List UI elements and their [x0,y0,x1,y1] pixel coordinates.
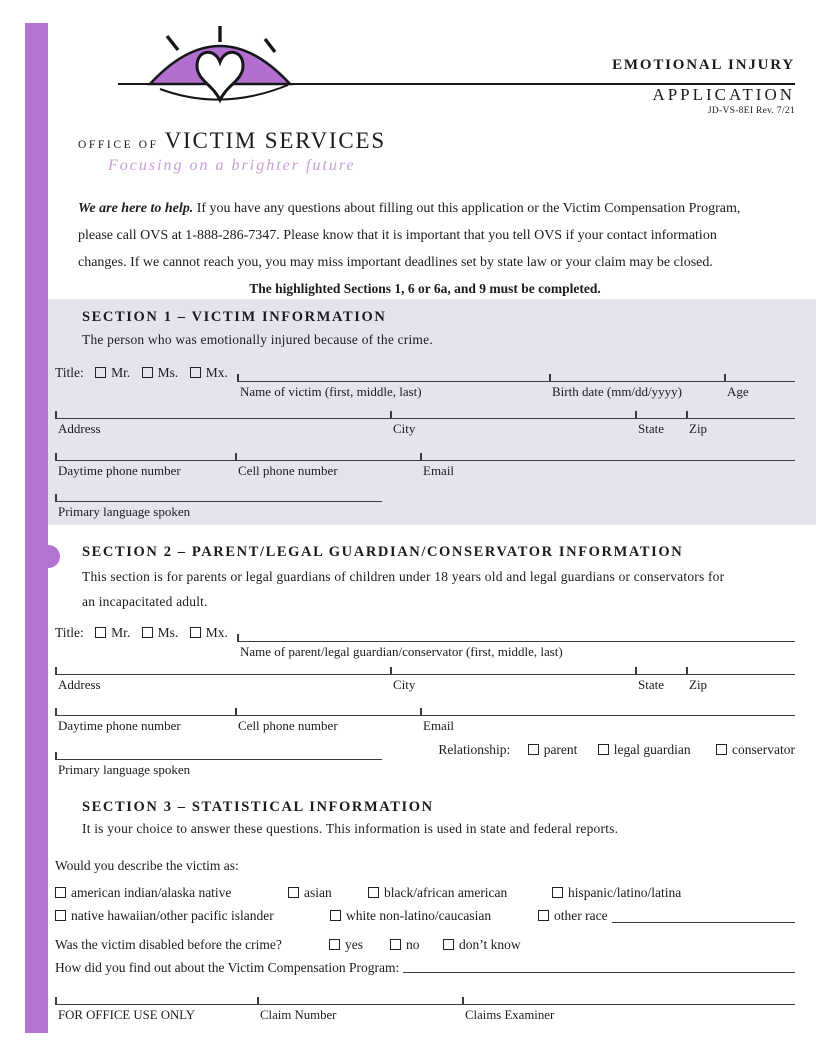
checkbox-option-ms[interactable] [142,365,179,380]
checkbox-option-label: don’t know [459,937,521,952]
checkbox-option-label: black/african american [384,885,508,900]
checkbox-icon [142,627,153,638]
race-options-row2 [55,907,795,925]
checkbox-icon [55,887,66,898]
field-label: State [638,421,664,436]
checkbox-option-hispanic-latino-latina[interactable] [552,884,795,902]
office-of-label: OFFICE OF [78,139,159,151]
checkbox-option-label: Ms. [157,365,179,380]
logo-heart-icon [197,52,243,100]
field-label: Name of victim (first, middle, last) [240,384,422,399]
guardian-language-field[interactable] [55,759,382,779]
section3-description: It is your choice to answer these questions. This information is used in state and federal reports. [82,821,619,836]
claim-number-field[interactable] [257,1004,462,1024]
guardian-zip-field[interactable] [686,674,795,694]
checkbox-option-ms[interactable] [142,625,179,640]
section-3-statistical-information [55,798,795,977]
checkbox-option-no[interactable] [390,936,443,954]
section2-description-line2: an incapacitated adult. [82,594,208,609]
checkbox-option-label: parent [543,742,578,757]
checkbox-icon [142,367,153,378]
section2-language-relationship-row [55,741,795,779]
section1-description: The person who was emotionally injured because of the crime. [82,332,433,347]
checkbox-option-parent[interactable] [528,742,578,757]
field-label: Daytime phone number [58,463,181,478]
relationship-label: Relationship: [438,742,511,757]
victim-email-field[interactable] [420,460,795,480]
agency-tagline: Focusing on a brighter future [108,157,356,174]
section2-phone-row [55,715,795,735]
field-label: Zip [689,421,708,436]
victim-language-field[interactable] [55,501,382,521]
logo-ray-left [167,36,178,50]
section-1-victim-information [42,299,816,525]
checkbox-option-legal-guardian[interactable] [598,742,691,757]
section2-title-group [55,624,237,642]
field-label: Name of parent/legal guardian/conservator (first, middle, last) [240,644,563,659]
section2-description [82,564,795,614]
checkbox-option-yes[interactable] [329,936,390,954]
checkbox-icon [552,887,563,898]
checkbox-option-mx[interactable] [190,625,228,640]
field-label: City [393,677,416,692]
guardian-city-field[interactable] [390,674,635,694]
checkbox-option-label: Ms. [157,625,179,640]
checkbox-option-black-african-american[interactable] [368,884,552,902]
section1-address-row [55,418,795,438]
section2-heading: SECTION 2 – PARENT/LEGAL GUARDIAN/CONSERVATOR INFORMATION [82,544,684,560]
checkbox-option-label: white non-latino/caucasian [346,908,492,923]
checkbox-icon [330,910,341,921]
checkbox-option-label: conservator [732,742,795,757]
checkbox-icon [528,744,539,755]
section3-heading: SECTION 3 – STATISTICAL INFORMATION [82,799,434,815]
describe-victim-question: Would you describe the victim as: [55,858,239,873]
guardian-name-field[interactable] [237,641,795,661]
field-label: State [638,677,664,692]
field-label: Address [58,421,101,436]
victim-services-label: VICTIM SERVICES [164,128,386,153]
relationship-group [438,741,795,759]
checkbox-option-mr[interactable] [95,365,130,380]
checkbox-icon [443,939,454,950]
field-label: Age [727,384,749,399]
checkbox-icon [190,627,201,638]
checkbox-icon [55,910,66,921]
findout-question: How did you find out about the Victim Compensation Program: [55,960,400,975]
checkbox-icon [95,367,106,378]
guardian-cell-phone-field[interactable] [235,715,420,735]
ovs-eye-heart-logo [130,22,310,117]
checkbox-option-label: native hawaiian/other pacific islander [71,908,274,923]
field-label: Primary language spoken [58,504,191,519]
title-label: Title: [55,625,84,640]
checkbox-option-label: other race [554,908,608,923]
field-label: Daytime phone number [58,718,181,733]
checkbox-icon [598,744,609,755]
checkbox-icon [329,939,340,950]
checkbox-option-label: american indian/alaska native [71,885,232,900]
form-title-block [612,57,795,116]
form-number: JD-VS-8EI Rev. 7/21 [707,106,795,116]
checkbox-icon [368,887,379,898]
checkbox-option-label: Mx. [205,625,228,640]
field-label: City [393,421,416,436]
victim-zip-field[interactable] [686,418,795,438]
checkbox-icon [716,744,727,755]
checkbox-option-mx[interactable] [190,365,228,380]
disabled-question-row [55,936,795,954]
field-label: FOR OFFICE USE ONLY [58,1008,196,1022]
checkbox-option-label: legal guardian [613,742,691,757]
section2-address-row [55,674,795,694]
checkbox-option-label: Mr. [111,625,131,640]
field-label: Email [423,463,455,478]
form-title: EMOTIONAL INJURY [612,57,795,73]
field-label: Address [58,677,101,692]
checkbox-icon [288,887,299,898]
section2-description-line1: This section is for parents or legal guardians of children under 18 years old and legal guardians or conservators for [82,569,725,584]
field-label: Email [423,718,455,733]
checkbox-icon [95,627,106,638]
checkbox-option-label: hispanic/latino/latina [568,885,682,900]
office-use-only-field [55,1004,257,1024]
victim-daytime-phone-field[interactable] [55,460,235,480]
intro-line-2: please call OVS at 1-888-286-7347. Please know that it is important that you tell OVS if your contact information [78,228,717,243]
agency-name-block [78,128,386,175]
victim-city-field[interactable] [390,418,635,438]
section1-heading: SECTION 1 – VICTIM INFORMATION [82,309,387,325]
intro-line-1-text: If you have any questions about filling out this application or the Victim Compensation Program, [193,201,741,216]
section-2-parent-guardian-information [55,543,795,779]
checkbox-icon [538,910,549,921]
title-label: Title: [55,365,84,380]
section1-title-group [55,364,237,382]
checkbox-option-label: no [406,937,420,952]
section1-name-row [55,364,795,401]
checkbox-option-mr[interactable] [95,625,130,640]
office-use-footer [55,1004,795,1024]
header [0,0,816,193]
other-race-field[interactable] [612,907,795,923]
guardian-address-field[interactable] [55,674,390,694]
section1-language-row [55,501,795,521]
checkbox-option-label: Mr. [111,365,131,380]
checkbox-icon [390,939,401,950]
claims-examiner-field[interactable] [462,1004,795,1024]
checkbox-option-conservator[interactable] [716,742,795,757]
findout-row [55,959,795,977]
checkbox-option-label: Mx. [205,365,228,380]
disabled-question: Was the victim disabled before the crime? [55,937,282,952]
findout-field[interactable] [403,959,795,973]
field-label: Cell phone number [238,463,338,478]
section2-name-row [55,624,795,661]
required-sections-notice: The highlighted Sections 1, 6 or 6a, and 9 must be completed. [249,281,601,296]
form-subtitle: APPLICATION [652,85,795,104]
checkbox-icon [190,367,201,378]
field-label: Zip [689,677,708,692]
guardian-email-field[interactable] [420,715,795,735]
victim-name-field[interactable] [237,381,549,401]
checkbox-option-label: yes [345,937,363,952]
victim-address-field[interactable] [55,418,390,438]
victim-state-field[interactable] [635,418,686,438]
victim-birthdate-field[interactable] [549,381,724,401]
intro-line-3: changes. If we cannot reach you, you may miss important deadlines set by state law or your claim may be closed. [78,255,713,270]
field-label: Cell phone number [238,718,338,733]
intro-paragraph [78,193,795,276]
checkbox-option-native-hawaiian-pacific-islander[interactable] [55,907,330,925]
checkbox-option-other-race[interactable] [538,907,608,925]
logo-ray-right [265,39,275,52]
race-options-row1 [55,884,795,902]
field-label: Primary language spoken [58,762,191,777]
victim-age-field[interactable] [724,381,795,401]
field-label: Claims Examiner [465,1008,555,1022]
field-label: Claim Number [260,1008,337,1022]
checkbox-option-american-indian-alaska-native[interactable] [55,884,288,902]
victim-cell-phone-field[interactable] [235,460,420,480]
guardian-daytime-phone-field[interactable] [55,715,235,735]
checkbox-option-dont-know[interactable] [443,936,795,954]
checkbox-option-label: asian [304,885,332,900]
section1-phone-row [55,460,795,480]
intro-line-1 [78,195,795,222]
checkbox-option-asian[interactable] [288,884,368,902]
field-label: Birth date (mm/dd/yyyy) [552,384,682,399]
checkbox-option-white-non-latino-caucasian[interactable] [330,907,538,925]
guardian-state-field[interactable] [635,674,686,694]
intro-lead: We are here to help. [78,201,194,216]
